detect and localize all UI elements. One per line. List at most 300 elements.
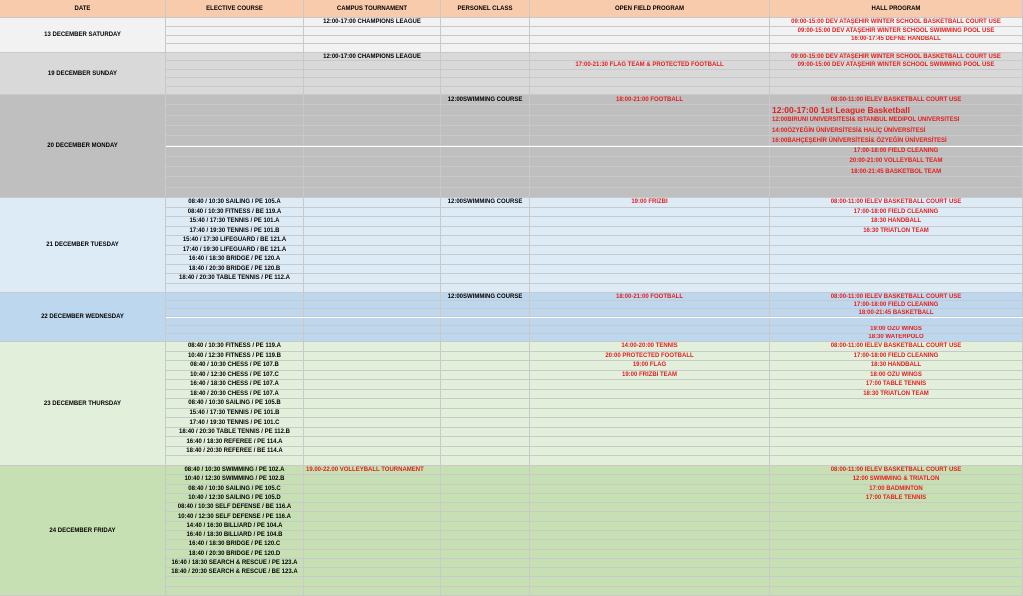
empty-cell <box>530 550 770 559</box>
elective-entry: 16:40 / 18:30 BILLIARD / PE 104.B <box>166 531 304 540</box>
empty-cell <box>304 512 441 521</box>
empty-cell <box>441 53 530 61</box>
empty-cell <box>304 301 441 309</box>
empty-cell <box>530 475 770 484</box>
empty-cell <box>530 437 770 447</box>
hall-entry: 08:00-11:00 İELEV BASKETBALL COURT USE <box>770 293 1023 301</box>
empty-cell <box>304 550 441 559</box>
empty-cell <box>441 428 530 438</box>
empty-cell <box>304 587 441 596</box>
hall-entry: 16:00BAHÇEŞEHİR ÜNİVERSİTESİ& ÖZYEĞİN ÜNİVERSİTESİ <box>770 136 1023 146</box>
empty-cell <box>304 157 441 167</box>
elective-entry: 18:40 / 20:30 BRIDGE / PE 120.B <box>166 265 304 275</box>
empty-cell <box>166 53 304 61</box>
empty-cell <box>770 550 1023 559</box>
hall-entry: 16:00-17:45 DEFNE HANDBALL <box>770 36 1023 45</box>
empty-cell <box>441 352 530 362</box>
day-date-cell: 20 DECEMBER MONDAY <box>0 95 166 198</box>
elective-entry: 08:40 / 10:30 SWIMMING / PE 102.A <box>166 466 304 475</box>
empty-cell <box>166 105 304 115</box>
empty-cell <box>304 494 441 503</box>
empty-cell <box>530 418 770 428</box>
empty-cell <box>304 208 441 218</box>
open-entry: 19:00 FRİZBİ TEAM <box>530 371 770 381</box>
empty-cell <box>770 568 1023 577</box>
hall-entry: 17:00 BADMİNTON <box>770 485 1023 494</box>
empty-cell <box>770 274 1023 284</box>
empty-cell <box>530 380 770 390</box>
empty-cell <box>166 44 304 53</box>
empty-cell <box>166 284 304 294</box>
empty-cell <box>441 177 530 187</box>
empty-cell <box>441 361 530 371</box>
campus-tournament-header: CAMPUS TOURNAMENT <box>304 0 441 18</box>
empty-cell <box>304 437 441 447</box>
empty-cell <box>304 428 441 438</box>
empty-cell <box>530 188 770 198</box>
elective-entry: 10:40 / 12:30 CHESS / PE 107.C <box>166 371 304 381</box>
empty-cell <box>530 568 770 577</box>
elective-entry: 10:40 / 12:30 SAILING / PE 105.D <box>166 494 304 503</box>
empty-cell <box>530 531 770 540</box>
elective-entry: 08:40 / 10:30 FITNESS / PE 119.A <box>166 342 304 352</box>
hall-entry: 08:00-11:00 İELEV BASKETBALL COURT USE <box>770 466 1023 475</box>
hall-entry: 17:00-18:00 FIELD CLEANING <box>770 147 1023 157</box>
empty-cell <box>304 167 441 177</box>
empty-cell <box>530 217 770 227</box>
empty-cell <box>304 126 441 136</box>
elective-entry: 18:40 / 20:30 BRIDGE / PE 120.D <box>166 550 304 559</box>
elective-entry: 10:40 / 12:30 FITNESS / PE 119.B <box>166 352 304 362</box>
hall-entry: 08:00-11:00 İELEV BASKETBALL COURT USE <box>770 95 1023 105</box>
empty-cell <box>441 380 530 390</box>
empty-cell <box>441 246 530 256</box>
empty-cell <box>530 466 770 475</box>
empty-cell <box>530 236 770 246</box>
empty-cell <box>770 418 1023 428</box>
date-header: DATE <box>0 0 166 18</box>
empty-cell <box>304 265 441 275</box>
empty-cell <box>304 116 441 126</box>
elective-entry: 17:40 / 19:30 LIFEGUARD / BE 121.A <box>166 246 304 256</box>
empty-cell <box>770 437 1023 447</box>
empty-cell <box>530 265 770 275</box>
campus-entry: 12:00-17:00 CHAMPIONS LEAGUE <box>304 53 441 61</box>
empty-cell <box>530 116 770 126</box>
empty-cell <box>770 540 1023 549</box>
empty-cell <box>304 198 441 208</box>
empty-cell <box>530 512 770 521</box>
empty-cell <box>770 409 1023 419</box>
hall-entry: 17:00 TABLE TENNİS <box>770 380 1023 390</box>
empty-cell <box>530 334 770 342</box>
empty-cell <box>530 246 770 256</box>
elective-entry: 14:40 / 16:30 BILLIARD / PE 104.A <box>166 522 304 531</box>
empty-cell <box>530 227 770 237</box>
empty-cell <box>770 44 1023 53</box>
empty-cell <box>441 326 530 334</box>
empty-cell <box>441 494 530 503</box>
empty-cell <box>770 246 1023 256</box>
elective-entry: 18:40 / 20:30 SEARCH & RESCUE / BE 123.A <box>166 568 304 577</box>
hall-entry: 12:00BİRUNİ ÜNİVERSİTESİ& İSTANBUL MEDİPOL ÜNİVERSİTESİ <box>770 116 1023 126</box>
open-entry: 17:00-21:30 FLAG TEAM & PROTECTED FOOTBALL <box>530 61 770 69</box>
empty-cell <box>441 409 530 419</box>
empty-cell <box>304 371 441 381</box>
empty-cell <box>166 293 304 301</box>
elective-entry: 16:40 / 18:30 SEARCH & RESCUE / PE 123.A <box>166 559 304 568</box>
empty-cell <box>770 522 1023 531</box>
empty-cell <box>304 399 441 409</box>
empty-cell <box>530 167 770 177</box>
empty-cell <box>304 577 441 586</box>
day-date-cell: 19 DECEMBER SUNDAY <box>0 53 166 95</box>
hall-program-header: HALL PROGRAM <box>770 0 1023 18</box>
empty-cell <box>530 136 770 146</box>
empty-cell <box>770 577 1023 586</box>
empty-cell <box>441 550 530 559</box>
empty-cell <box>770 236 1023 246</box>
hall-entry: 17:00-18:00 FIELD CLEANING <box>770 352 1023 362</box>
personel-class-header: PERSONEL CLASS <box>441 0 530 18</box>
empty-cell <box>770 587 1023 596</box>
open-entry: 18:00-21:00 FOOTBALL <box>530 95 770 105</box>
empty-cell <box>304 540 441 549</box>
empty-cell <box>441 147 530 157</box>
hall-entry: 17:00-18:00 FIELD CLEANING <box>770 208 1023 218</box>
empty-cell <box>770 284 1023 294</box>
hall-entry: 18:00-21:45 BASKETBOL TEAM <box>770 167 1023 177</box>
empty-cell <box>441 559 530 568</box>
elective-entry: 16:40 / 18:30 REFEREE / PE 114.A <box>166 437 304 447</box>
empty-cell <box>304 334 441 342</box>
elective-entry: 08:40 / 10:30 CHESS / PE 107.B <box>166 361 304 371</box>
empty-cell <box>441 236 530 246</box>
hall-entry: 08:00-11:00 İELEV BASKETBALL COURT USE <box>770 342 1023 352</box>
empty-cell <box>441 44 530 53</box>
empty-cell <box>304 522 441 531</box>
empty-cell <box>166 36 304 45</box>
empty-cell <box>770 78 1023 86</box>
empty-cell <box>441 217 530 227</box>
empty-cell <box>304 227 441 237</box>
day-date-cell: 21 DECEMBER TUESDAY <box>0 198 166 293</box>
empty-cell <box>166 87 304 95</box>
empty-cell <box>304 568 441 577</box>
empty-cell <box>530 494 770 503</box>
empty-cell <box>441 61 530 69</box>
empty-cell <box>530 559 770 568</box>
empty-cell <box>441 157 530 167</box>
empty-cell <box>304 95 441 105</box>
empty-cell <box>530 44 770 53</box>
empty-cell <box>304 409 441 419</box>
empty-cell <box>441 18 530 27</box>
hall-entry: 09:00-15:00 DEV ATAŞEHİR WINTER SCHOOL BASKETBALL COURT USE <box>770 18 1023 27</box>
empty-cell <box>441 399 530 409</box>
empty-cell <box>304 87 441 95</box>
empty-cell <box>304 284 441 294</box>
open-entry: 18:00-21:00 FOOTBALL <box>530 293 770 301</box>
empty-cell <box>441 126 530 136</box>
elective-entry: 17:40 / 19:30 TENNIS / PE 101.C <box>166 418 304 428</box>
elective-entry: 16:40 / 18:30 BRIDGE / PE 120.A <box>166 255 304 265</box>
empty-cell <box>304 318 441 326</box>
empty-cell <box>304 105 441 115</box>
open-entry: 19:00 FLAG <box>530 361 770 371</box>
empty-cell <box>770 456 1023 466</box>
empty-cell <box>530 274 770 284</box>
empty-cell <box>441 447 530 457</box>
empty-cell <box>441 342 530 352</box>
hall-entry: 08:00-11:00 İELEV BASKETBALL COURT USE <box>770 198 1023 208</box>
elective-entry: 15:40 / 17:30 LIFEGUARD / BE 121.A <box>166 236 304 246</box>
elective-entry: 08:40 / 10:30 SAILING / PE 105.C <box>166 485 304 494</box>
empty-cell <box>166 301 304 309</box>
empty-cell <box>304 559 441 568</box>
empty-cell <box>441 301 530 309</box>
empty-cell <box>441 167 530 177</box>
empty-cell <box>304 380 441 390</box>
empty-cell <box>304 293 441 301</box>
elective-entry: 17:40 / 19:30 TENNIS / PE 101.B <box>166 227 304 237</box>
hall-entry: 16:30 TRİATLON TEAM <box>770 227 1023 237</box>
empty-cell <box>441 208 530 218</box>
empty-cell <box>166 126 304 136</box>
empty-cell <box>166 587 304 596</box>
empty-cell <box>530 540 770 549</box>
empty-cell <box>441 540 530 549</box>
empty-cell <box>304 188 441 198</box>
empty-cell <box>304 136 441 146</box>
empty-cell <box>530 177 770 187</box>
empty-cell <box>304 485 441 494</box>
empty-cell <box>441 78 530 86</box>
elective-entry: 10:40 / 12:30 SELF DEFENSE / PE 116.A <box>166 512 304 521</box>
empty-cell <box>441 503 530 512</box>
empty-cell <box>770 399 1023 409</box>
empty-cell <box>304 61 441 69</box>
empty-cell <box>770 70 1023 78</box>
empty-cell <box>530 27 770 36</box>
empty-cell <box>530 208 770 218</box>
hall-entry: 17:00 TABLE TENNİS <box>770 494 1023 503</box>
empty-cell <box>530 78 770 86</box>
empty-cell <box>770 265 1023 275</box>
empty-cell <box>166 157 304 167</box>
empty-cell <box>530 53 770 61</box>
empty-cell <box>166 577 304 586</box>
empty-cell <box>304 503 441 512</box>
hall-entry: 14:00ÖZYEĞİN ÜNİVERSİTESİ& HALİÇ ÜNİVERSİTESİ <box>770 126 1023 136</box>
elective-entry: 15:40 / 17:30 TENNIS / PE 101.B <box>166 409 304 419</box>
empty-cell <box>441 371 530 381</box>
empty-cell <box>441 116 530 126</box>
empty-cell <box>304 342 441 352</box>
empty-cell <box>530 522 770 531</box>
personel-entry: 12:00SWIMMING COURSE <box>441 293 530 301</box>
empty-cell <box>530 284 770 294</box>
empty-cell <box>530 399 770 409</box>
empty-cell <box>441 512 530 521</box>
hall-entry: 18:00 OZU WINGS <box>770 371 1023 381</box>
empty-cell <box>166 27 304 36</box>
day-date-cell: 22 DECEMBER WEDNESDAY <box>0 293 166 342</box>
empty-cell <box>166 136 304 146</box>
hall-entry: 19:00 OZU WINGS <box>770 326 1023 334</box>
empty-cell <box>530 485 770 494</box>
elective-entry: 18:40 / 20:30 CHESS / PE 107.A <box>166 390 304 400</box>
empty-cell <box>530 577 770 586</box>
hall-entry: 18:30 TRİATLON TEAM <box>770 390 1023 400</box>
empty-cell <box>304 36 441 45</box>
empty-cell <box>770 503 1023 512</box>
empty-cell <box>530 587 770 596</box>
empty-cell <box>304 27 441 36</box>
hall-entry: 17:00-18:00 FIELD CLEANING <box>770 301 1023 309</box>
empty-cell <box>304 177 441 187</box>
empty-cell <box>441 577 530 586</box>
day-date-cell: 13 DECEMBER SATURDAY <box>0 18 166 53</box>
campus-entry: 12:00-17:00 CHAMPIONS LEAGUE <box>304 18 441 27</box>
empty-cell <box>441 188 530 198</box>
personel-entry: 12:00SWIMMING COURSE <box>441 95 530 105</box>
elective-course-header: ELECTIVE COURSE <box>166 0 304 18</box>
empty-cell <box>530 326 770 334</box>
empty-cell <box>304 418 441 428</box>
empty-cell <box>530 157 770 167</box>
empty-cell <box>304 236 441 246</box>
empty-cell <box>441 274 530 284</box>
open-entry: 20:00 PROTECTED FOOTBALL <box>530 352 770 362</box>
empty-cell <box>441 136 530 146</box>
empty-cell <box>166 61 304 69</box>
empty-cell <box>304 147 441 157</box>
empty-cell <box>770 447 1023 457</box>
elective-entry: 15:40 / 17:30 TENNIS / PE 101.A <box>166 217 304 227</box>
empty-cell <box>441 70 530 78</box>
empty-cell <box>770 559 1023 568</box>
empty-cell <box>530 456 770 466</box>
empty-cell <box>441 334 530 342</box>
empty-cell <box>530 255 770 265</box>
empty-cell <box>304 78 441 86</box>
empty-cell <box>166 309 304 317</box>
empty-cell <box>304 309 441 317</box>
empty-cell <box>441 318 530 326</box>
open-entry: 14:00-20:00 TENNİS <box>530 342 770 352</box>
empty-cell <box>304 447 441 457</box>
campus-entry: 19.00-22.00 VOLLEYBALL TOURNAMENT <box>304 466 441 475</box>
empty-cell <box>304 361 441 371</box>
empty-cell <box>530 503 770 512</box>
empty-cell <box>441 568 530 577</box>
empty-cell <box>441 227 530 237</box>
empty-cell <box>304 274 441 284</box>
hall-entry: 18:30 HANDBALL <box>770 361 1023 371</box>
empty-cell <box>304 246 441 256</box>
elective-entry: 10:40 / 12:30 SWIMMING / PE 102.B <box>166 475 304 484</box>
empty-cell <box>304 456 441 466</box>
elective-entry: 18:40 / 20:30 TABLE TENNIS / PE 112.A <box>166 274 304 284</box>
empty-cell <box>304 390 441 400</box>
elective-entry: 08:40 / 10:30 SELF DEFENSE / BE 116.A <box>166 503 304 512</box>
elective-entry: 16:40 / 18:30 CHESS / PE 107.A <box>166 380 304 390</box>
empty-cell <box>441 284 530 294</box>
empty-cell <box>166 70 304 78</box>
empty-cell <box>166 318 304 326</box>
hall-entry: 12:00-17:00 1st League Basketball <box>770 105 1023 115</box>
empty-cell <box>441 105 530 115</box>
empty-cell <box>530 409 770 419</box>
empty-cell <box>166 188 304 198</box>
elective-entry: 08:40 / 10:30 FITNESS / BE 119.A <box>166 208 304 218</box>
empty-cell <box>770 318 1023 326</box>
elective-entry: 08:40 / 10:30 SAILING / PE 105.B <box>166 399 304 409</box>
empty-cell <box>530 36 770 45</box>
hall-entry: 18:00-21:45 BASKETBALL <box>770 309 1023 317</box>
empty-cell <box>304 217 441 227</box>
empty-cell <box>530 390 770 400</box>
hall-entry: 09:00-15:00 DEV ATAŞEHİR WINTER SCHOOL SWIMMING POOL USE <box>770 61 1023 69</box>
empty-cell <box>530 309 770 317</box>
empty-cell <box>770 177 1023 187</box>
empty-cell <box>530 301 770 309</box>
empty-cell <box>441 475 530 484</box>
empty-cell <box>770 531 1023 540</box>
empty-cell <box>441 522 530 531</box>
empty-cell <box>530 428 770 438</box>
empty-cell <box>304 44 441 53</box>
hall-entry: 18:30 HANDBALL <box>770 217 1023 227</box>
hall-entry: 18:30 WATERPOLO <box>770 334 1023 342</box>
empty-cell <box>770 87 1023 95</box>
empty-cell <box>166 167 304 177</box>
hall-entry: 09:00-15:00 DEV ATAŞEHİR WINTER SCHOOL BASKETBALL COURT USE <box>770 53 1023 61</box>
open-field-program-header: OPEN FIELD PROGRAM <box>530 0 770 18</box>
empty-cell <box>441 587 530 596</box>
empty-cell <box>166 95 304 105</box>
empty-cell <box>441 437 530 447</box>
empty-cell <box>441 27 530 36</box>
empty-cell <box>441 466 530 475</box>
empty-cell <box>441 265 530 275</box>
empty-cell <box>166 326 304 334</box>
empty-cell <box>304 70 441 78</box>
empty-cell <box>166 177 304 187</box>
elective-entry: 18:40 / 20:30 REFEREE / BE 114.A <box>166 447 304 457</box>
empty-cell <box>166 116 304 126</box>
empty-cell <box>166 456 304 466</box>
empty-cell <box>441 309 530 317</box>
empty-cell <box>530 447 770 457</box>
empty-cell <box>441 255 530 265</box>
day-date-cell: 23 DECEMBER THURSDAY <box>0 342 166 466</box>
empty-cell <box>304 326 441 334</box>
empty-cell <box>166 78 304 86</box>
empty-cell <box>304 475 441 484</box>
empty-cell <box>770 512 1023 521</box>
empty-cell <box>530 105 770 115</box>
empty-cell <box>441 418 530 428</box>
elective-entry: 08:40 / 10:30 SAILING / PE 105.A <box>166 198 304 208</box>
empty-cell <box>530 70 770 78</box>
empty-cell <box>441 36 530 45</box>
empty-cell <box>441 485 530 494</box>
empty-cell <box>530 18 770 27</box>
empty-cell <box>530 318 770 326</box>
open-entry: 19:00 FRİZBİ <box>530 198 770 208</box>
